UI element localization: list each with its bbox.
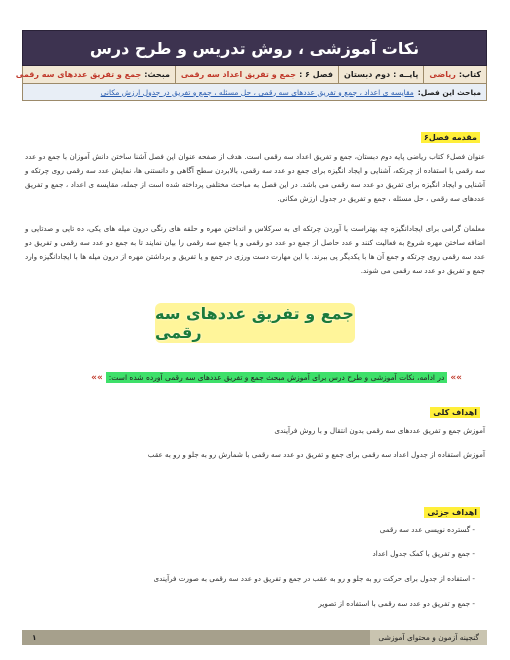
general-goals-heading bbox=[430, 400, 480, 419]
chapter-banner-text: جمع و تفریق عددهای سه رقمی bbox=[155, 304, 354, 342]
intro-heading-text: مقدمه فصل۶ bbox=[421, 132, 480, 143]
partial-goal-4: - جمع و تفریق دو عدد سه رقمی با استفاده از تصویر bbox=[318, 599, 475, 608]
page-footer bbox=[22, 630, 487, 645]
chapter-label: فصل ۶ : bbox=[299, 70, 333, 79]
book-cell bbox=[423, 66, 486, 83]
continuation-line bbox=[45, 372, 465, 383]
partial-goal-1: - گسترده نویسی عدد سه رقمی bbox=[379, 525, 475, 534]
intro-paragraph-1: عنوان فصل۶ کتاب ریاضی پایه دوم دبستان، جمع و تفریق اعداد سه رقمی است. هدف از صفحه عنوان این فصل آشنا ساختن دانش آموزان با جمع دو عدد سه رقمی با استفاده از چرتکه، آشنایی و ایجاد انگیزه برای جمع دو عدد سه رقمی، بالابردن سطح آگاهی و دانستنی ها، نمایش عدد سه رقمی روی چرتکه و آشنایی و ایجاد انگیزه برای تفریق دو عدد سه رقمی می باشد. در این فصل به مباحث مختلفی پرداخته شده است از جمله، مقایسه ی اعداد ، جمع و تفریق عددهای سه رقمی ، حل مسئله ، جمع و تفریق در جدول ارزش مکانی. bbox=[25, 152, 486, 203]
intro-heading bbox=[421, 125, 480, 144]
partial-goals-heading bbox=[424, 500, 480, 519]
topic-value: جمع و تفریق عددهای سه رقمی bbox=[15, 70, 142, 79]
general-goal-1: آموزش جمع و تفریق عددهای سه رقمی بدون انتقال و با روش فرآیندی bbox=[274, 426, 485, 435]
partial-goal-2: - جمع و تفریق با کمک جدول اعداد bbox=[372, 549, 475, 558]
book-label: کتاب: bbox=[458, 70, 481, 79]
chapter-cell bbox=[175, 66, 338, 83]
chapter-topics-label: مباحث این فصل: bbox=[417, 87, 481, 97]
general-goal-2: آموزش استفاده از جدول اعداد سه رقمی برای جمع و تفریق دو عدد سه رقمی با شمارش رو به جلو و رو به عقب bbox=[147, 450, 485, 459]
grade-value: دوم دبستان bbox=[343, 70, 391, 79]
partial-goals-heading-text: اهداف جزئی bbox=[424, 507, 480, 518]
book-value: ریاضی bbox=[429, 70, 456, 79]
arrow-right-icon: »» bbox=[450, 372, 462, 383]
page-number: ۱ bbox=[32, 633, 37, 642]
topic-cell bbox=[11, 66, 175, 83]
chapter-value: جمع و تفریق اعداد سه رقمی bbox=[180, 70, 297, 79]
topic-label: مبحث: bbox=[144, 70, 170, 79]
grade-label: پایــه : bbox=[393, 70, 419, 79]
meta-row bbox=[15, 66, 487, 84]
intro-paragraph-2: معلمان گرامی برای ایجادانگیزه چه بهتراست با آوردن چرتکه ای به سرکلاس و انداختن مهره و حلقه های رنگی درون میله های یکی، ده تایی و صدتایی و اضافه ساختن مهره شروع به فعالیت کنند و عدد حاصل از جمع دو عدد دو رقمی و یا جمع سه رقمی را بیان نمایند تا به جمع دو عدد سه رقمی و تفریق دو عدد سه رقمی روی چرتکه و جمع آن ها با یکدیگر پی ببرند. با این مهارت دست ورزی در جمع و یا تفریق و برداشتن مهره از درون میله ها با ایجادانگیزه وارد جمع و تفریق دو عدد سه رقمی می شوند. bbox=[25, 224, 485, 275]
grade-cell bbox=[338, 66, 423, 83]
chapter-banner bbox=[155, 303, 355, 343]
partial-goal-3: - استفاده از جدول برای حرکت رو به جلو و رو به عقب در جمع و تفریق دو عدد سه رقمی به صورت فرآیندی bbox=[153, 574, 475, 583]
footer-label: گنجینه آزمون و محتوای آموزشی bbox=[370, 630, 487, 645]
chapter-topics-text: مقایسه ی اعداد ، جمع و تفریق عددهای سه رقمی ، حل مسئله ، جمع و تفریق در جدول ارزش مکانی bbox=[100, 87, 414, 97]
header-block bbox=[15, 30, 487, 101]
chapter-topics-row bbox=[22, 84, 487, 101]
page-title-text: نکات آموزشی ، روش تدریس و طرح درس bbox=[89, 38, 420, 58]
page-title bbox=[22, 30, 487, 66]
arrow-left-icon: »» bbox=[91, 372, 103, 383]
continuation-text: در ادامه، نکات آموزشی و طرح درس برای آموزش مبحث جمع و تفریق عددهای سه رقمی آورده شده است: bbox=[106, 372, 448, 383]
general-goals-heading-text: اهداف کلی bbox=[430, 407, 480, 418]
